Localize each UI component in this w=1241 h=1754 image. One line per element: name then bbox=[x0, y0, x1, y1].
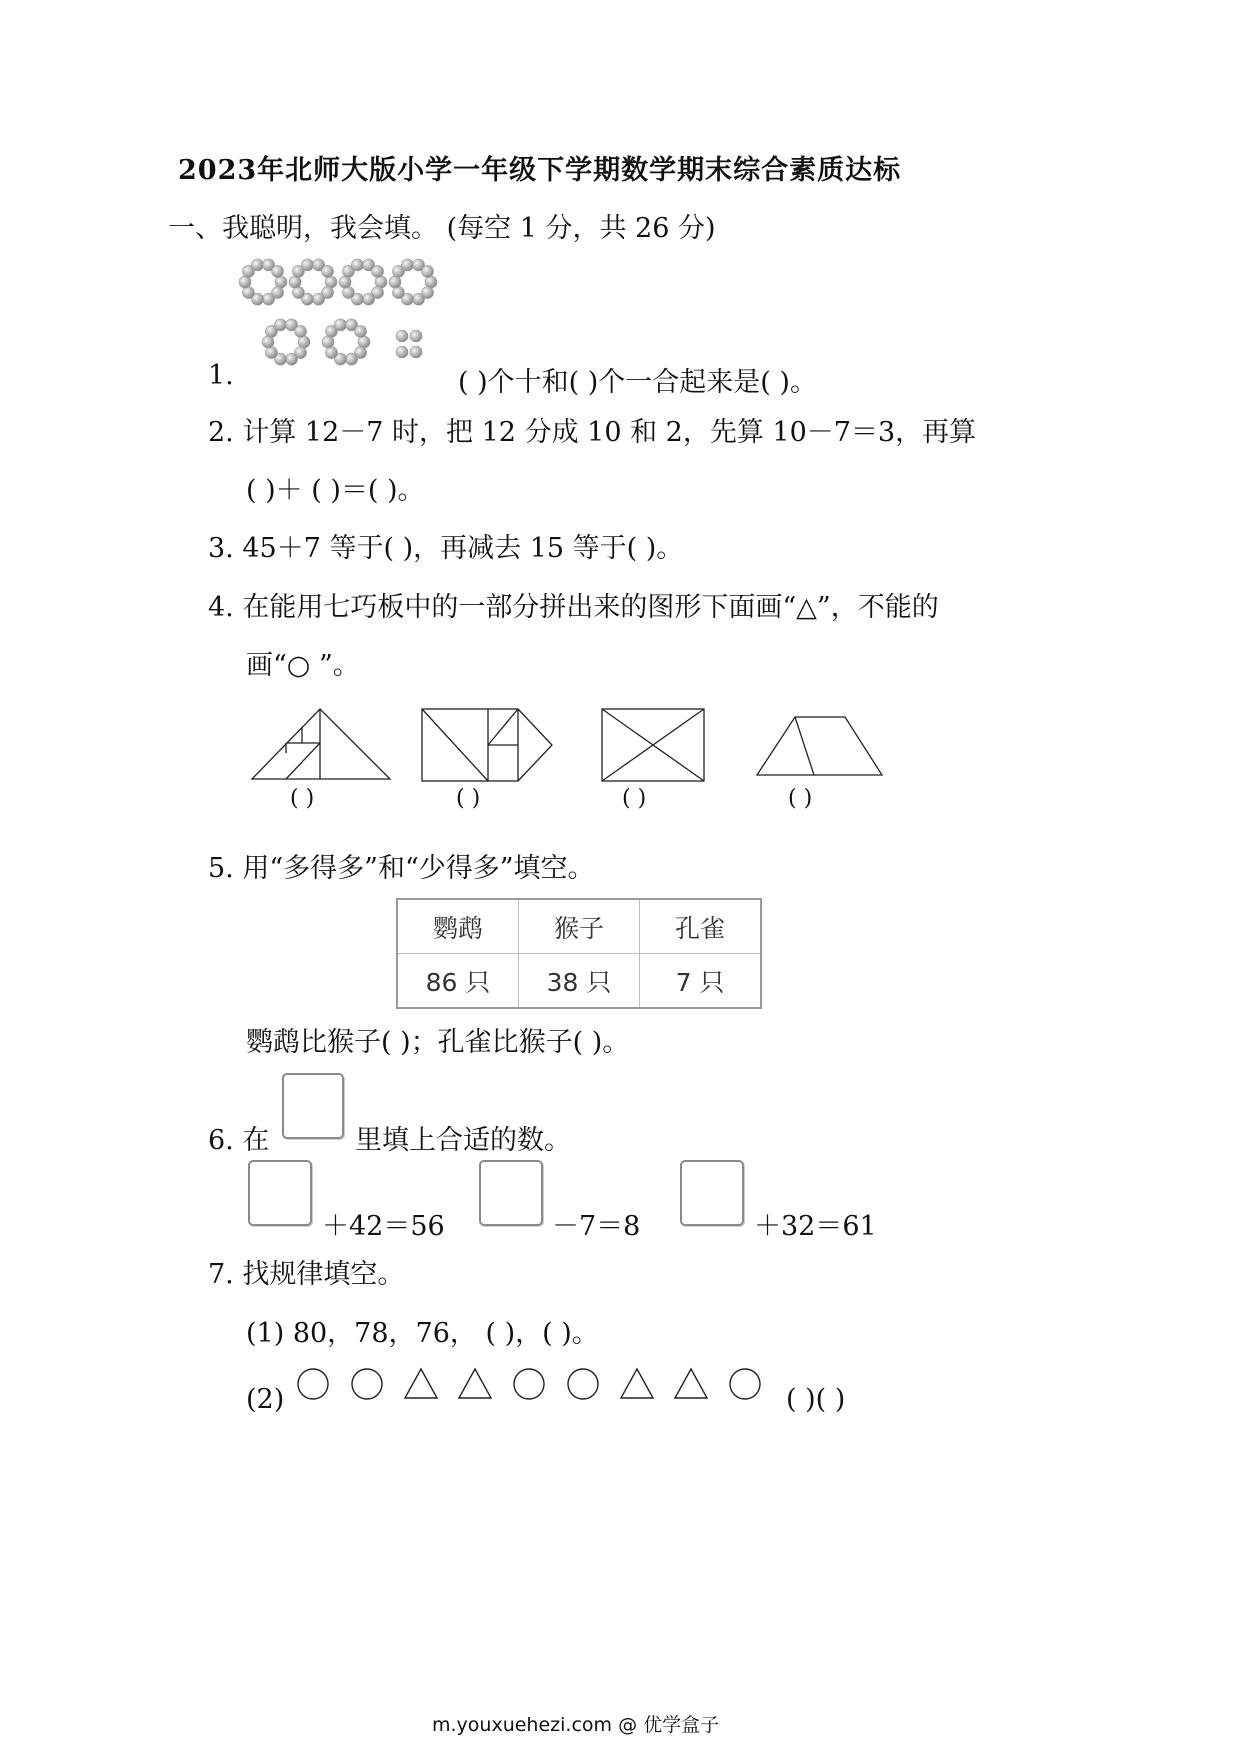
sequence-circle bbox=[514, 1369, 544, 1399]
q5-text: 5. 用“多得多”和“少得多”填空。 bbox=[208, 853, 595, 884]
tangram-shapes bbox=[250, 707, 950, 817]
table-cell: 38 只 bbox=[519, 954, 640, 1009]
bead bbox=[242, 287, 254, 299]
bead bbox=[265, 347, 277, 359]
bead bbox=[251, 259, 263, 271]
single-bead bbox=[410, 346, 422, 358]
sequence-circle bbox=[298, 1369, 328, 1399]
bead bbox=[342, 287, 354, 299]
bead bbox=[263, 293, 275, 305]
sequence-circle bbox=[352, 1369, 382, 1399]
page-title: 2023年北师大版小学一年级下学期数学期末综合素质达标 bbox=[178, 155, 902, 186]
q6-equation-3: ＋32＝61 bbox=[754, 1211, 877, 1242]
bead bbox=[262, 336, 274, 348]
tangram-shape-3 bbox=[602, 709, 704, 781]
q6-example-box bbox=[282, 1073, 344, 1139]
bead bbox=[292, 287, 304, 299]
bead bbox=[325, 347, 337, 359]
sequence-circle bbox=[568, 1369, 598, 1399]
bead bbox=[375, 276, 387, 288]
bead bbox=[339, 276, 351, 288]
bead bbox=[295, 325, 307, 337]
q4-answer-paren-4[interactable]: ( ) bbox=[788, 786, 813, 811]
bead bbox=[334, 319, 346, 331]
q2-line2: ( )＋ ( )＝( )。 bbox=[246, 475, 425, 506]
bead bbox=[358, 336, 370, 348]
table-cell: 86 只 bbox=[397, 954, 519, 1009]
bead bbox=[289, 276, 301, 288]
shape-sequence bbox=[296, 1365, 776, 1405]
single-bead bbox=[396, 330, 408, 342]
table-header-cell: 孔雀 bbox=[640, 899, 762, 954]
tangram-shape-1 bbox=[252, 709, 390, 779]
bead bbox=[313, 293, 325, 305]
table-header-cell: 猴子 bbox=[519, 899, 640, 954]
bead bbox=[298, 336, 310, 348]
table-row bbox=[397, 954, 761, 1009]
sequence-triangle bbox=[621, 1369, 653, 1398]
bead bbox=[322, 336, 334, 348]
sequence-triangle bbox=[459, 1369, 491, 1398]
q6-number: 6. 在 bbox=[208, 1125, 270, 1156]
bead bbox=[372, 265, 384, 277]
bead bbox=[275, 276, 287, 288]
bead bbox=[322, 265, 334, 277]
bead bbox=[392, 287, 404, 299]
bead bbox=[425, 276, 437, 288]
q1-number: 1. bbox=[208, 360, 234, 391]
bead bbox=[274, 319, 286, 331]
q5-answer-line: 鹦鹉比猴子( )；孔雀比猴子( )。 bbox=[246, 1027, 630, 1058]
bead bbox=[413, 293, 425, 305]
bead bbox=[272, 265, 284, 277]
bead bbox=[239, 276, 251, 288]
bead bbox=[325, 276, 337, 288]
tangram-shape-4 bbox=[757, 717, 882, 775]
tangram-shape-2 bbox=[422, 709, 552, 781]
q6-instruction: 里填上合适的数。 bbox=[355, 1125, 571, 1156]
section-heading: 一、我聪明，我会填。 (每空 1 分，共 26 分) bbox=[168, 213, 716, 244]
table-header-cell: 鹦鹉 bbox=[397, 899, 519, 954]
q1-text: ( )个十和( )个一合起来是( )。 bbox=[458, 367, 817, 398]
q3-text: 3. 45＋7 等于( )，再减去 15 等于( )。 bbox=[208, 533, 684, 564]
animal-count-table bbox=[396, 898, 762, 1009]
bead bbox=[422, 265, 434, 277]
q4-line2: 画“○ ”。 bbox=[246, 650, 360, 681]
bead bbox=[346, 353, 358, 365]
footer-watermark: m.youxuehezi.com @ 优学盒子 bbox=[432, 1714, 720, 1736]
q6-answer-box-2[interactable] bbox=[479, 1160, 543, 1226]
single-bead bbox=[410, 330, 422, 342]
bead bbox=[363, 293, 375, 305]
bead bbox=[286, 353, 298, 365]
bead bbox=[355, 325, 367, 337]
table-cell: 7 只 bbox=[640, 954, 762, 1009]
q6-equation-2: －7＝8 bbox=[552, 1211, 641, 1242]
sequence-triangle bbox=[405, 1369, 437, 1398]
bead-rings-illustration bbox=[238, 258, 438, 388]
bead bbox=[301, 259, 313, 271]
single-bead bbox=[396, 346, 408, 358]
bead bbox=[389, 276, 401, 288]
q6-answer-box-3[interactable] bbox=[680, 1160, 744, 1226]
table-header-row bbox=[397, 899, 761, 954]
q4-answer-paren-2[interactable]: ( ) bbox=[456, 786, 481, 811]
bead bbox=[401, 259, 413, 271]
q4-answer-paren-1[interactable]: ( ) bbox=[290, 786, 315, 811]
q6-answer-box-1[interactable] bbox=[248, 1160, 312, 1226]
q7-part1: (1) 80，78，76， ( )，( )。 bbox=[246, 1318, 599, 1349]
q7-text: 7. 找规律填空。 bbox=[208, 1259, 405, 1290]
q4-answer-paren-3[interactable]: ( ) bbox=[622, 786, 647, 811]
bead bbox=[351, 259, 363, 271]
sequence-circle bbox=[730, 1369, 760, 1399]
sequence-triangle bbox=[675, 1369, 707, 1398]
q7-part2-answer[interactable]: ( )( ) bbox=[786, 1384, 846, 1415]
q6-equation-1: ＋42＝56 bbox=[322, 1211, 445, 1242]
q2-line1: 2. 计算 12－7 时，把 12 分成 10 和 2，先算 10－7＝3，再算 bbox=[208, 417, 977, 448]
q7-part2-label: (2) bbox=[246, 1384, 285, 1415]
q4-line1: 4. 在能用七巧板中的一部分拼出来的图形下面画“△”，不能的 bbox=[208, 592, 939, 623]
